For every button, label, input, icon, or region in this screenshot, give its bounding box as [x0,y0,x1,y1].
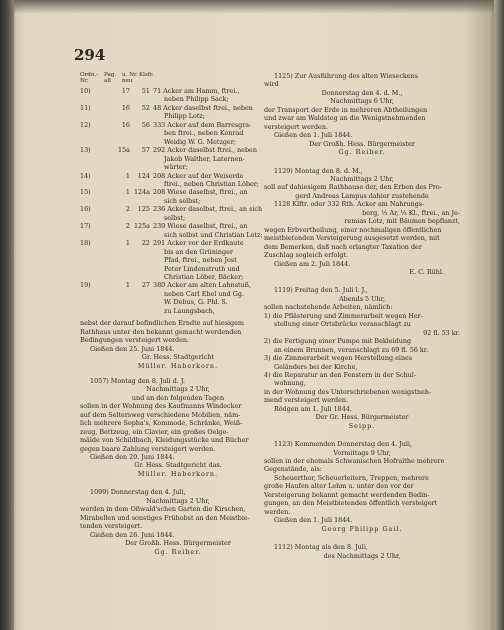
row-description-line: selbst; [164,213,186,222]
notice-line: 1128 Klftr. oder 332 Rth. Acker am Nahrungs- [274,200,425,209]
notice-date: Gießen am 2. Juli 1844. [274,259,351,268]
row-nr: 125 [137,205,150,214]
row-description-line: neben Philipp Sack; [164,95,229,104]
notice-line: sollen in der Wohnung des Kaufmanns Windecker [80,402,242,411]
notice-line: Vormittags 9 Uhr, [333,448,391,457]
notice-line: Nachmittags 6 Uhr, [330,97,394,106]
row-description-line: 236 Acker daselbst, ftrei., an sich [153,205,263,214]
row-nr: 124 [137,171,150,180]
row-description-line: wärter; [164,163,188,172]
notice-line: wegen Erbvertheilung, einer nochmaligen öffentlichen [264,225,442,234]
parcel-table [80,87,276,315]
notice-court: Der Großh. Hess. Bürgermeister [125,539,231,548]
row-ordn: 11) [80,103,91,112]
row-pag: 16 [121,120,130,129]
row-ordn: 18) [80,239,91,248]
notice-line: Nachmittags 2 Uhr, [146,496,210,505]
row-description-line: 48 Acker daselbst ftrei., neben [153,103,253,112]
row-description-line: zu Laungsbach, [164,306,215,315]
row-description [153,121,276,146]
notice-line: Scheuerthor, Scheuerleitern, Treppen, mehrere [274,473,429,482]
row-description [153,172,276,189]
notice-line: 1123) Kommenden Donnerstag den 4. Juli, [274,440,413,449]
row-description-line: 333 Acker auf dem Barresgra- [153,120,252,129]
table-row [80,281,276,315]
row-description-line: neben Carl Ebel und Gg. [164,289,244,298]
row-ordn: 17) [80,222,91,231]
row-nr: 27 [141,281,150,290]
row-pag: 1 [125,188,130,197]
notice-line: und an den folgenden Tagen [131,393,225,402]
table-row [80,121,276,146]
notice-signature: E. C. Rühl. [409,267,444,276]
row-pag: 2 [125,205,130,214]
row-description [153,146,276,171]
row-description [153,87,276,104]
footer-line: Rathhaus unter den bekannt gemacht werdenden [80,327,242,336]
row-nr: 124a [133,188,150,197]
row-pag: 1 [125,281,130,290]
table-row [80,172,276,189]
notice-date: Gießen den 26. Juni 1844. [90,530,175,539]
header-nr: u. Nr. neu [122,72,138,85]
book-spine [0,0,14,630]
row-pag: 1 [125,239,130,248]
notice-line: berg, ⅓ Ar, ⅓ Kl., ftrei., an Je- [362,208,460,217]
right-column [264,72,460,560]
notice-line: 1057) Montag den 8. Juli d. J. [90,376,185,385]
notice-court: Gr. Hess. Stadtgericht das. [134,461,222,470]
notice-1125 [264,72,460,157]
row-ordn: 19) [80,281,91,290]
row-pag: 2 [125,222,130,231]
table-row [80,205,276,222]
row-nr: 51 [141,87,150,95]
row-description-line: Philipp Lotz; [164,112,205,121]
row-nr: 125a [133,222,150,231]
notice-line: Nachmittags 2 Uhr, [330,174,394,183]
notice-1099 [80,488,276,556]
row-description-line: 291 Acker vor der Erdkaute [153,239,244,248]
notice-line: wird [264,80,279,89]
notice-signature: Seipp. [348,421,376,430]
row-pag: 1 [125,171,130,180]
notice-signature: Gg. Reiber. [338,148,386,157]
row-pag: 15a [118,146,130,155]
footer-date: Gießen den 25. Juni 1844. [90,344,175,353]
notice-line: 1119) Freitag den 5. Juli l. J., [274,286,368,295]
notice-line: Abends 5 Uhr, [339,294,385,303]
row-description-line: sich selbst; [164,196,201,205]
notice-line: 1099) Donnerstag den 4. Juli, [90,488,186,497]
footer-line: nebst der darauf befindlichen Erndte auf hiesigem [80,319,244,328]
row-description-line: 71 Acker am Hamm, ftrei., [153,87,240,95]
notice-signature: Müller. Haberkorn. [137,469,219,478]
notice-line: 2) die Fertigung einer Pumpe mit Bekleidung [264,337,412,346]
notice-line: remias Lotz, mit Bäumen bepflanzt, [344,217,460,226]
row-description-line: Weidig W. G. Metzger; [164,137,236,146]
row-ordn: 16) [80,205,91,214]
notice-line: zeug, Bettzeug, ein Clavier, ein großes Oelge- [80,427,229,436]
notice-line: gungen, an den Meistbietenden öffentlich versteigert [264,499,438,508]
notice-line: Nachmittags 2 Uhr, [146,385,210,394]
notice-line: 3) die Zimmerarbeit wegen Herstellung eines [264,354,413,363]
notice-line: mälde von Schildbach, Kleidungsstücke und Bücher [80,436,249,445]
notice-line: dem Bemerken, daß nach erlangter Taxation der [264,242,422,251]
row-nr: 57 [141,146,150,155]
table-row [80,222,276,239]
row-description-line: ftrei., neben Christian Löber; [164,179,259,188]
row-description-line: ben ftrei., neben Konrad [164,129,244,138]
header-pag: Pag. all [104,72,117,85]
table-header [80,72,276,87]
row-nr: 52 [141,103,150,112]
notice-1123 [264,440,460,533]
header-klsfr: Klsfr. [139,72,154,78]
row-nr: 22 [141,239,150,248]
notice-date: Gießen den 1. Juli 1844. [274,516,353,525]
notice-1129 [264,167,460,277]
notice-line: in der Wohnung des Unterschriebenen wenigstneh- [264,387,432,396]
notice-line: der Transport der Erde in mehreren Abtheilungen [264,105,428,114]
row-ordn: 15) [80,188,91,197]
notice-date: Rödgen am 1. Juli 1844. [274,404,352,413]
notice-line: werden. [264,507,291,516]
notice-line: tenden versteigert. [80,522,143,531]
row-description [153,188,276,205]
notice-line: 1) die Pflästerung und Zimmerarbeit wegen Her- [264,311,423,320]
row-description [153,281,276,315]
notice-line: Zuschlag sogleich erfolgt. [264,251,349,260]
table-row [80,188,276,205]
notice-line: Versteigerung bekannt gemacht werdenden Bedin- [264,490,430,499]
table-row [80,87,276,104]
notice-line: Mirabellen und sonstiges Frühobst an den Meistbie- [80,513,250,522]
header-ordn: Ordn.-Nr. [80,72,99,85]
row-description [153,239,276,281]
top-shadow [14,0,494,14]
notice-line: stellung einer Ortsbrücke veranschlagt zu [274,320,411,329]
notice-line: 4) die Reparatur an den Fenstern in der Schul- [264,370,417,379]
row-description-line: 208 Wiese daselbst, ftrei., an [153,188,248,197]
row-description-line: 380 Acker am alten Lahnstuß, [153,281,251,290]
footer-court: Gr. Hess. Stadtgericht [141,353,215,362]
row-description-line: sich selbst und Christian Lotz; [164,230,263,239]
notice-line: mend versteigert werden. [264,396,349,405]
notice-date: Gießen den 20. Juni 1844. [90,453,175,462]
notice-court: Der Gr. Hess. Bürgermeister [315,413,409,422]
row-description [153,104,276,121]
row-description-line: W. Debus, G. Phl. S. [164,298,228,307]
table-row [80,239,276,281]
notice-signature: Gg. Reiber. [154,547,202,556]
notice-line: lich mehrere Sopha's, Kommode, Schränke, Weiß- [80,419,243,428]
notice-1057 [80,377,276,478]
row-description-line: 239 Wiese daselbst, ftrei., an [153,222,248,231]
row-description-line: 292 Acker daselbst ftrei., neben [153,146,257,155]
notice-line: Donnerstag den 4. d. M., [321,88,403,97]
notice-line: 92 fl. 53 kr. [423,328,460,337]
row-ordn: 12) [80,120,91,129]
table-row [80,146,276,171]
row-description [153,205,276,222]
table-footer [80,319,276,370]
notice-signature: Georg Philipp Gail. [321,524,403,533]
row-ordn: 14) [80,171,91,180]
row-pag: 16 [121,103,130,112]
notice-line: und zwar am Waldsteg an die Wenigstnehmenden [264,114,426,123]
notice-1119 [264,286,460,430]
row-description [153,222,276,239]
row-description-line: Peter Lindenstruth und [164,264,240,273]
row-pag: 17 [121,87,130,95]
notice-line: 1125) Zur Ausführung des alten Wieseckens [274,72,418,80]
notice-line: sollen nachstehende Arbeiten, nämlich: [264,303,393,312]
notice-line: Geländers bei der Kirche, [274,362,358,371]
notice-line: an einem Brunnen, veranschlagt zu 69 fl. 56 kr. [274,345,429,354]
notice-line: 1112) Montag als den 8. Juli, [274,543,368,552]
row-ordn: 10) [80,87,91,95]
table-row [80,104,276,121]
notice-line: gegen baare Zahlung versteigert werden. [80,444,216,453]
notice-1112 [264,543,460,560]
notice-line: des Nachmittags 2 Uhr, [323,551,401,560]
row-ordn: 13) [80,146,91,155]
footer-line: Bedingungen versteigert werden. [80,336,190,345]
notice-line: gerd Andreas Lampus dahier zustehende [295,191,429,200]
footer-signature: Müller. Haberkorn. [137,361,219,370]
row-nr: 56 [141,120,150,129]
notice-line: 1129) Montag den 8. d. M., [274,166,363,175]
notice-line: sollen in der ehemals Schwanischen Hofraithe mehrere [264,457,445,466]
page-edge [494,0,504,630]
notice-line: soll auf dahiesigem Rathhause der, den Erben des Pro- [264,183,442,192]
notice-line: große Haufen alter Lehm u. unter den vor der [264,482,414,491]
row-description-line: 208 Acker auf der Weiserde [153,171,244,180]
row-description-line: Pfad, ftrei., neben Jost [164,256,237,265]
notice-line: wohnung, [274,379,306,388]
row-description-line: Jakob Walther, Laternen- [164,154,245,163]
page-number: 294 [74,46,106,64]
notice-line: werden in dem Oßwald'schen Garten die Kirschen, [80,505,246,514]
notice-line: auf dem Seltersweg verschiedene Mobilien, näm- [80,410,241,419]
notice-date: Gießen den 1. Juli 1844. [274,131,353,140]
notice-line: versteigert werden. [264,122,328,131]
left-column [80,72,276,556]
row-description-line: bis an den Grüninger [164,247,233,256]
row-description-line: Christian Löber, Bäcker; [164,272,244,281]
notice-line: meistbietenden Versteigerung ausgesetzt werden, mit [264,234,440,243]
notice-line: Gegenstände, als: [264,465,322,474]
notice-court: Der Großh. Hess. Bürgermeister [309,139,415,148]
